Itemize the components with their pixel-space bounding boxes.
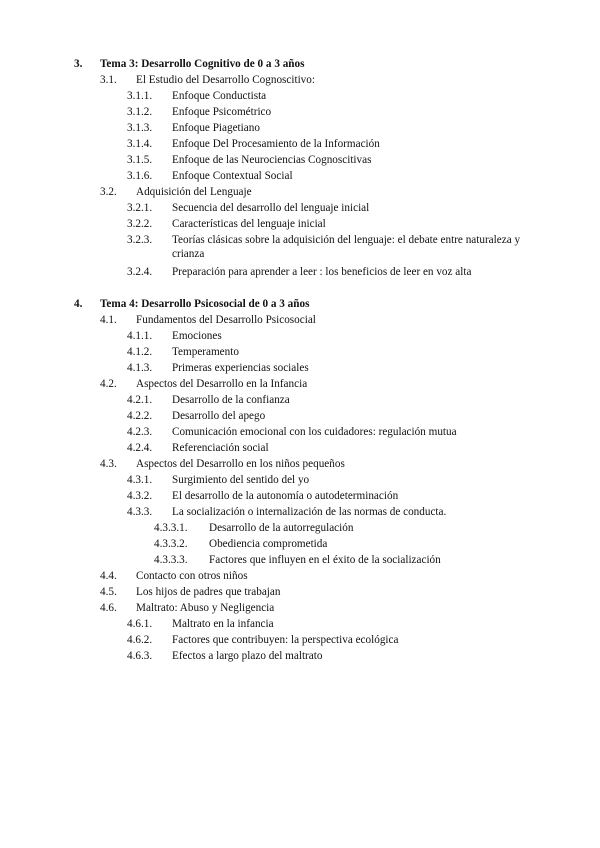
outline-title: Aspectos del Desarrollo en los niños pequeños <box>136 458 345 470</box>
outline-title: Enfoque Psicométrico <box>172 106 272 118</box>
outline-title: El Estudio del Desarrollo Cognoscitivo: <box>136 74 315 86</box>
outline-title: Secuencia del desarrollo del lenguaje inicial <box>172 202 370 214</box>
section-number: 3. <box>74 58 83 70</box>
outline-title: Contacto con otros niños <box>136 570 248 582</box>
outline-number: 4.6.1. <box>127 618 153 630</box>
outline-number: 4.3. <box>100 458 117 470</box>
section-title: Tema 3: Desarrollo Cognitivo de 0 a 3 años <box>100 58 305 70</box>
outline-title: Teorías clásicas sobre la adquisición del lenguaje: el debate entre naturaleza y crianza <box>172 234 521 260</box>
outline-title: Efectos a largo plazo del maltrato <box>172 650 323 662</box>
outline-title: Referenciación social <box>172 442 269 454</box>
outline-title: Surgimiento del sentido del yo <box>172 474 310 486</box>
outline-title: Maltrato en la infancia <box>172 618 274 630</box>
outline-title: Desarrollo de la confianza <box>172 394 290 406</box>
section-number: 4. <box>74 298 83 310</box>
outline-number: 4.2. <box>100 378 117 390</box>
outline-title: Fundamentos del Desarrollo Psicosocial <box>136 314 316 326</box>
outline-number: 4.6.2. <box>127 634 153 646</box>
outline-title: Comunicación emocional con los cuidadores: regulación mutua <box>172 426 457 438</box>
outline-number: 4.3.2. <box>127 490 153 502</box>
outline-number: 3.2. <box>100 186 117 198</box>
outline-title: Maltrato: Abuso y Negligencia <box>136 602 275 614</box>
outline-number: 4.2.1. <box>127 394 153 406</box>
outline-title: Características del lenguaje inicial <box>172 218 326 230</box>
outline-title: Aspectos del Desarrollo en la Infancia <box>136 378 308 390</box>
section-title: Tema 4: Desarrollo Psicosocial de 0 a 3 años <box>100 298 310 310</box>
outline-title: Adquisición del Lenguaje <box>136 186 252 198</box>
outline-number: 4.3.3.1. <box>154 522 188 534</box>
outline-title: Enfoque Contextual Social <box>172 170 293 182</box>
outline-number: 3.1.4. <box>127 138 153 150</box>
outline-title: Enfoque Del Procesamiento de la Información <box>172 138 380 150</box>
outline-number: 4.6.3. <box>127 650 153 662</box>
outline-number: 4.6. <box>100 602 117 614</box>
outline-title: Enfoque Piagetiano <box>172 122 260 134</box>
outline-number: 4.2.3. <box>127 426 153 438</box>
outline-title: Emociones <box>172 330 222 342</box>
outline-number: 4.3.3. <box>127 506 153 518</box>
outline-number: 4.3.1. <box>127 474 153 486</box>
outline-number: 3.1.6. <box>127 170 153 182</box>
outline-title: Enfoque Conductista <box>172 90 267 102</box>
outline-number: 4.5. <box>100 586 117 598</box>
outline-number: 4.1.3. <box>127 362 153 374</box>
outline-number: 3.1.5. <box>127 154 153 166</box>
outline-number: 4.1. <box>100 314 117 326</box>
outline-title: Enfoque de las Neurociencias Cognoscitivas <box>172 154 372 166</box>
outline-title: La socialización o internalización de las normas de conducta. <box>172 506 447 518</box>
outline-number: 4.3.3.3. <box>154 554 188 566</box>
outline-number: 4.2.2. <box>127 410 153 422</box>
outline-title: Temperamento <box>172 346 239 358</box>
outline-number: 3.1.2. <box>127 106 153 118</box>
outline-number: 4.1.1. <box>127 330 153 342</box>
outline-number: 4.2.4. <box>127 442 153 454</box>
outline-title: Los hijos de padres que trabajan <box>136 586 281 598</box>
outline-number: 4.3.3.2. <box>154 538 188 550</box>
outline-title: Desarrollo del apego <box>172 410 266 422</box>
outline-title: El desarrollo de la autonomía o autodeterminación <box>172 490 399 502</box>
outline-title: Preparación para aprender a leer : los beneficios de leer en voz alta <box>172 266 472 278</box>
outline-title: Primeras experiencias sociales <box>172 362 309 374</box>
outline-number: 3.1.3. <box>127 122 153 134</box>
outline-title: Obediencia comprometida <box>209 538 328 550</box>
outline-number: 3.1.1. <box>127 90 153 102</box>
outline-title: Desarrollo de la autorregulación <box>209 522 354 534</box>
outline-title: Factores que influyen en el éxito de la socialización <box>209 554 441 566</box>
outline-number: 4.4. <box>100 570 117 582</box>
outline-number: 3.2.3. <box>127 234 153 246</box>
outline-number: 4.1.2. <box>127 346 153 358</box>
outline-number: 3.1. <box>100 74 117 86</box>
outline-title: Factores que contribuyen: la perspectiva ecológica <box>172 634 399 646</box>
outline-number: 3.2.4. <box>127 266 153 278</box>
outline-number: 3.2.2. <box>127 218 153 230</box>
outline-number: 3.2.1. <box>127 202 153 214</box>
